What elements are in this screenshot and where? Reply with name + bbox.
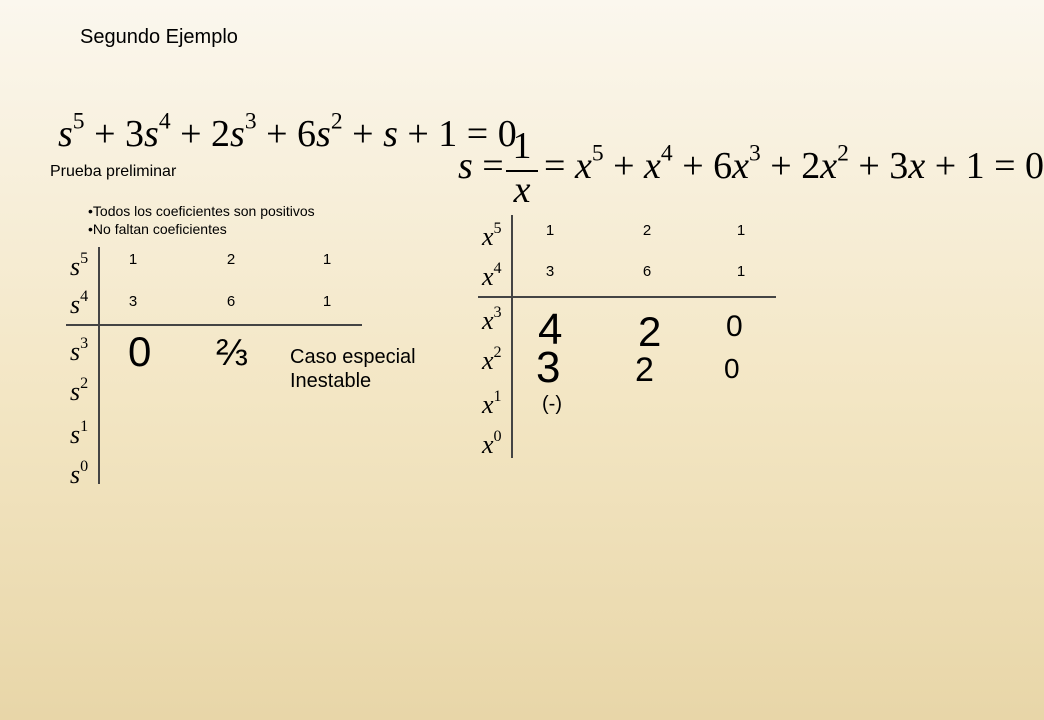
table-cell: 2 xyxy=(635,351,654,389)
table-cell: 3 xyxy=(128,293,138,310)
row-label: $s^1$ xyxy=(70,417,89,449)
table-cell: 2 xyxy=(642,222,652,239)
table-cell: 1 xyxy=(322,251,332,268)
table-cell: 0 xyxy=(726,310,743,343)
table-cell: 0 xyxy=(128,328,152,375)
table-horizontal-line xyxy=(66,324,362,326)
row-label: $x^2$ xyxy=(482,343,502,375)
bullet-item: •No faltan coeficientes xyxy=(88,221,227,237)
table-cell: 6 xyxy=(642,263,652,280)
bullet-list xyxy=(88,202,315,238)
table-cell: 4 xyxy=(538,305,563,354)
row-label: $x^4$ xyxy=(482,259,502,291)
row-label: $x^5$ xyxy=(482,219,502,251)
table-cell: 0 xyxy=(724,353,740,384)
row-label: $s^0$ xyxy=(70,457,89,489)
row-label: $x^1$ xyxy=(482,387,502,419)
slide-title: Segundo Ejemplo xyxy=(80,26,238,48)
row-label: $s^5$ xyxy=(70,249,89,281)
row-label: $s^4$ xyxy=(70,287,89,319)
table-cell: 1 xyxy=(545,222,555,239)
table-cell: 1 xyxy=(128,251,138,268)
table-vertical-line xyxy=(98,247,100,484)
table-cell: ⅔ xyxy=(216,332,248,374)
table-cell: 1 xyxy=(736,263,746,280)
note-unstable: Inestable xyxy=(290,370,372,392)
sign-change-note: (-) xyxy=(542,393,562,415)
table-horizontal-line xyxy=(478,296,776,298)
preliminary-test-label: Prueba preliminar xyxy=(50,163,177,180)
table-cell: 3 xyxy=(536,343,561,392)
notes xyxy=(290,345,416,393)
polynomial-equation-s: $s^5 + 3s^4 + 2s^3 + 6s^2 + s + 1 = 0$ xyxy=(58,108,517,155)
table-cell: 1 xyxy=(736,222,746,239)
row-label: $s^3$ xyxy=(70,334,89,366)
table-cell: 1 xyxy=(322,293,332,310)
note-special-case: Caso especial xyxy=(290,346,416,368)
table-cell: 2 xyxy=(226,251,236,268)
row-label: $x^0$ xyxy=(482,427,502,459)
table-cell: 3 xyxy=(545,263,555,280)
table-cell: 6 xyxy=(226,293,236,310)
row-label: $x^3$ xyxy=(482,303,502,335)
table-cell: 2 xyxy=(638,308,662,355)
bullet-item: •Todos los coeficientes son positivos xyxy=(88,203,315,219)
row-label: $s^2$ xyxy=(70,374,89,406)
table-vertical-line xyxy=(511,215,513,458)
